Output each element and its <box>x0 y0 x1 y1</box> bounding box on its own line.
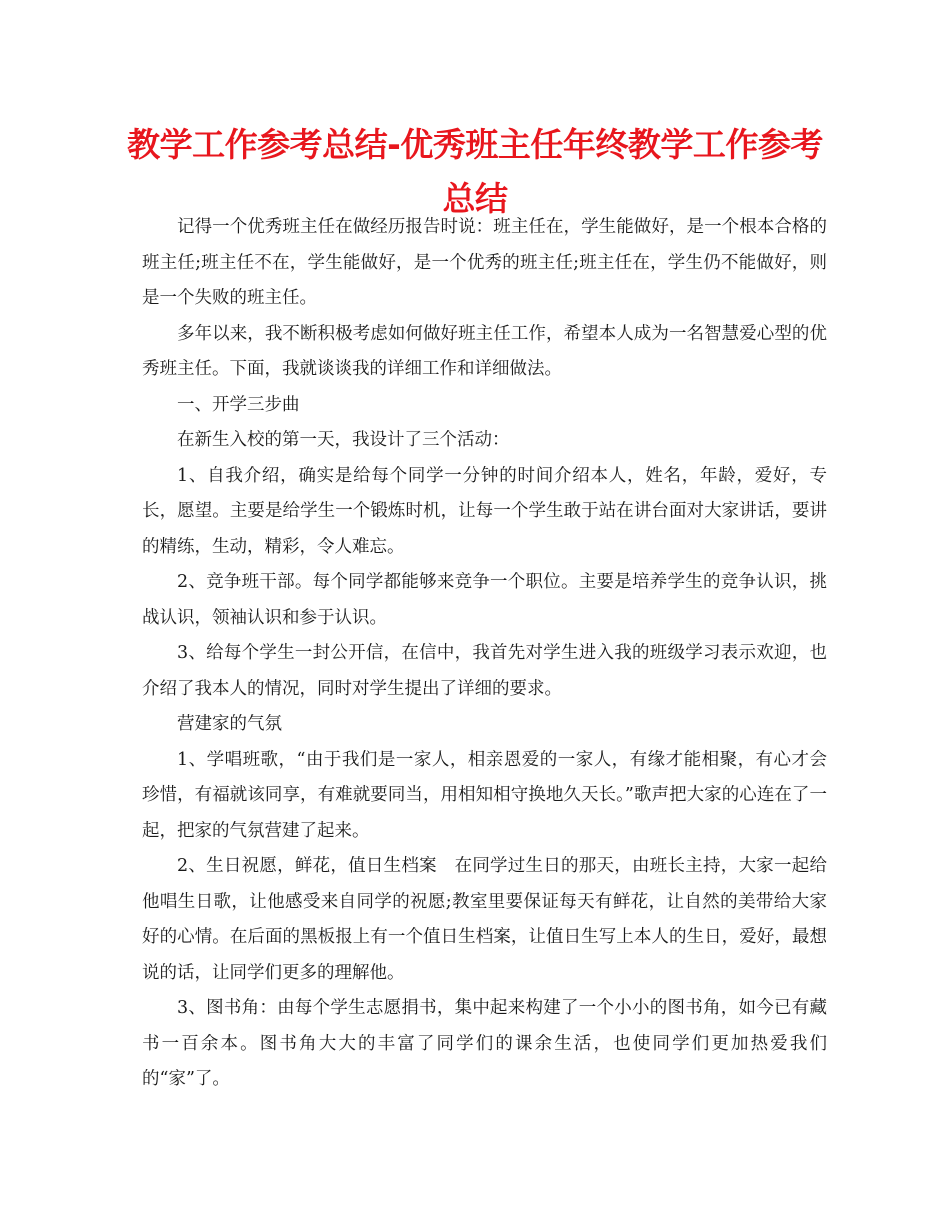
section-heading: 一、开学三步曲 <box>177 394 300 415</box>
document-title: 教学工作参考总结-优秀班主任年终教学工作参考总结 <box>127 125 823 218</box>
paragraph: 2、生日祝愿，鲜花，值日生档案 在同学过生日的那天，由班长主持，大家一起给他唱生日歌，让他感受来自同学的祝愿;教室里要保证每天有鲜花，让自然的美带给大家好的心情。在后面的黑板报上有一个值日生档案，让值日生写上本人的生日，爱好，最想说的话，让同学们更多的理解他。 <box>142 856 827 983</box>
paragraph: 1、学唱班歌，“由于我们是一家人，相亲恩爱的一家人，有缘才能相聚，有心才会珍惜，有福就该同享，有难就要同当，用相知相守换地久天长。”歌声把大家的心连在了一起，把家的气氛营建了起来。 <box>142 749 827 841</box>
paragraph: 1、自我介绍，确实是给每个同学一分钟的时间介绍本人，姓名，年龄，爱好，专长，愿望。主要是给学生一个锻炼时机，让每一个学生敢于站在讲台面对大家讲话，要讲的精练，生动，精彩，令人难忘。 <box>142 465 827 557</box>
paragraph: 3、给每个学生一封公开信，在信中，我首先对学生进入我的班级学习表示欢迎，也介绍了我本人的情况，同时对学生提出了详细的要求。 <box>142 643 827 699</box>
document-body <box>142 210 827 1098</box>
paragraph: 多年以来，我不断积极考虑如何做好班主任工作，希望本人成为一名智慧爱心型的优秀班主任。下面，我就谈谈我的详细工作和详细做法。 <box>142 323 827 379</box>
paragraph: 3、图书角：由每个学生志愿捐书，集中起来构建了一个小小的图书角，如今已有藏书一百余本。图书角大大的丰富了同学们的课余生活，也使同学们更加热爱我们的“家”了。 <box>142 998 827 1089</box>
section-heading: 营建家的气氛 <box>177 714 282 734</box>
paragraph: 记得一个优秀班主任在做经历报告时说：班主任在，学生能做好，是一个根本合格的班主任;班主任不在，学生能做好，是一个优秀的班主任;班主任在，学生仍不能做好，则是一个失败的班主任。 <box>142 217 827 308</box>
paragraph: 2、竞争班干部。每个同学都能够来竞争一个职位。主要是培养学生的竞争认识，挑战认识，领袖认识和参于认识。 <box>142 572 827 628</box>
paragraph: 在新生入校的第一天，我设计了三个活动： <box>177 430 510 450</box>
